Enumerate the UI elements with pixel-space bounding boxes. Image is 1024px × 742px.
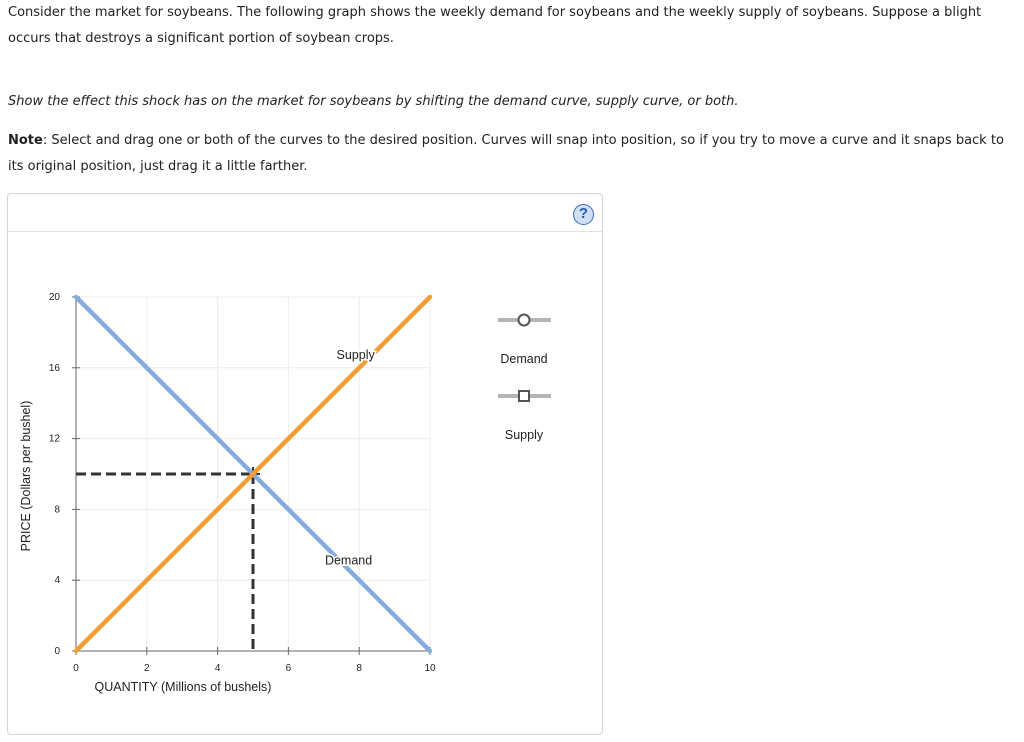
help-icon[interactable]: ? bbox=[573, 204, 594, 225]
graph-panel bbox=[7, 193, 603, 735]
supply-demand-chart bbox=[8, 194, 602, 734]
note-text bbox=[8, 128, 1013, 180]
y-tick-label: 12 bbox=[48, 433, 60, 445]
x-tick-label: 0 bbox=[73, 663, 79, 674]
legend-demand-label: Demand bbox=[500, 352, 548, 366]
y-tick-label: 20 bbox=[48, 292, 60, 303]
x-tick-label: 6 bbox=[285, 663, 292, 674]
x-tick-label: 10 bbox=[424, 663, 436, 674]
x-tick-label: 4 bbox=[214, 663, 221, 674]
x-tick-label: 2 bbox=[144, 663, 150, 674]
supply-tool[interactable] bbox=[498, 391, 551, 401]
note-body: : Select and drag one or both of the curves to the desired position. Curves will snap into position, so if you try to move a curve and it snaps back to its original position, just drag it a little farther. bbox=[8, 133, 1004, 174]
demand-tool-circle-icon[interactable] bbox=[519, 315, 530, 326]
intro-text: Consider the market for soybeans. The following graph shows the weekly demand for soybeans and the weekly supply of soybeans. Suppose a blight occurs that destroys a significant portion of soybean crops. bbox=[8, 5, 982, 46]
demand-tool[interactable] bbox=[498, 315, 551, 326]
legend bbox=[498, 315, 551, 443]
legend-supply-label: Supply bbox=[504, 428, 544, 442]
y-tick-label: 8 bbox=[54, 504, 60, 516]
y-tick-label: 4 bbox=[54, 575, 60, 587]
supply-tool-square-icon[interactable] bbox=[519, 391, 529, 401]
curve-labels bbox=[325, 348, 376, 567]
x-tick-label: 8 bbox=[356, 663, 362, 674]
y-axis-label: PRICE (Dollars per bushel) bbox=[19, 400, 33, 552]
instruction-text: Show the effect this shock has on the market for soybeans by shifting the demand curve, supply curve, or both. bbox=[8, 94, 739, 109]
demand-curve-label: Demand bbox=[324, 553, 373, 568]
supply-curve-label: Supply bbox=[336, 347, 375, 362]
note-label: Note bbox=[8, 133, 43, 148]
y-tick-label: 0 bbox=[54, 646, 60, 657]
x-axis-label: QUANTITY (Millions of bushels) bbox=[94, 680, 272, 694]
y-tick-label: 16 bbox=[48, 362, 60, 374]
